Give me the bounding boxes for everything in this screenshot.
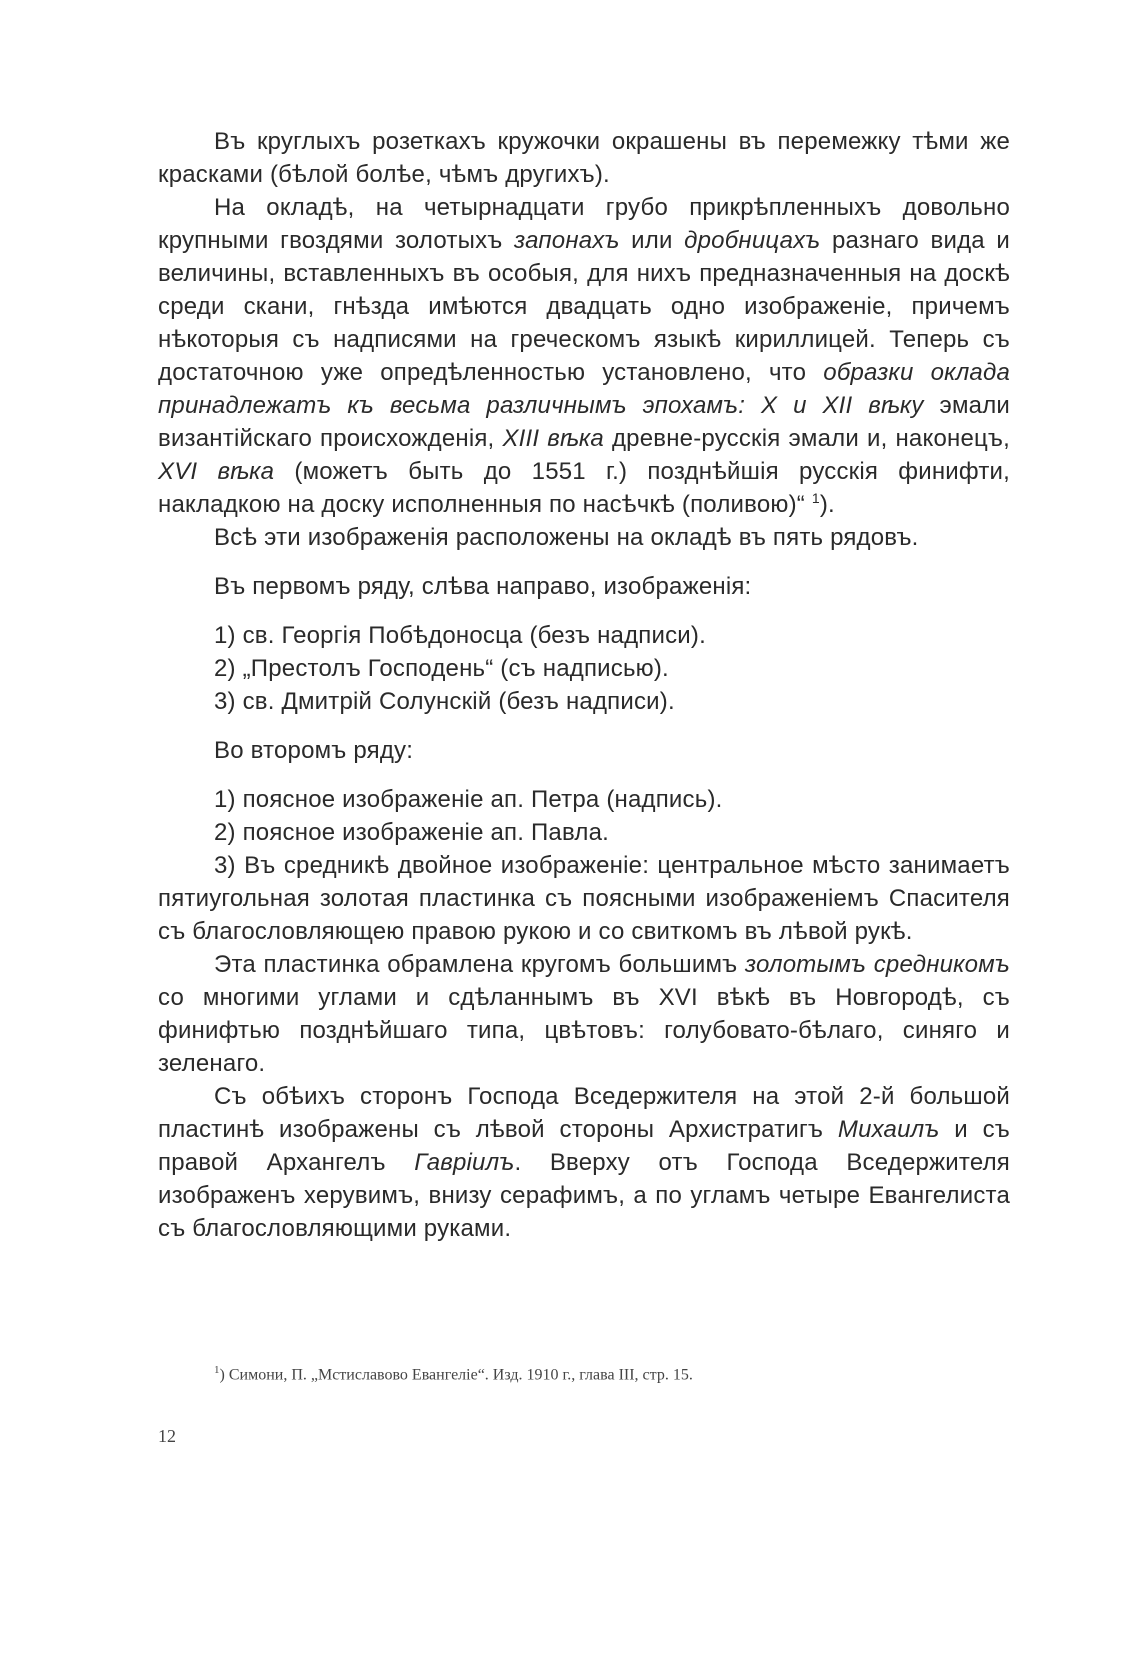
paragraph-archangels xyxy=(158,1080,1010,1245)
text-run: ). xyxy=(819,491,835,518)
paragraph-rows: Всѣ эти изображенiя расположены на окладѣ въ пять рядовъ. xyxy=(214,524,919,551)
footnote-ref: 1 xyxy=(811,490,820,506)
list-item: 2) „Престолъ Господень“ (съ надписью). xyxy=(214,655,669,682)
footnote-text: ) Симони, П. „Мстиславово Евангелiе“. Изд. 1910 г., глава III, стр. 15. xyxy=(219,1366,693,1384)
text-run: Эта пластинка обрамлена кругомъ большимъ xyxy=(214,951,745,978)
italic-term: дробницахъ xyxy=(684,227,821,254)
page-number: 12 xyxy=(158,1426,176,1446)
list-item: 3) св. Дмитрiй Солунскiй (безъ надписи). xyxy=(214,688,675,715)
text-run: со многими углами и сдѣланнымъ въ XVI вѣкѣ въ Новгородѣ, съ финифтью позднѣйшаго типа, цвѣтовъ: голубовато-бѣлаго, синяго и зеленаго. xyxy=(158,984,1010,1077)
text-run: На окладѣ, на четырнадцати грубо прикрѣпленныхъ довольно крупными гвоздями золотыхъ xyxy=(158,194,1010,254)
row-one-heading: Въ первомъ ряду, слѣва направо, изображенiя: xyxy=(214,573,752,600)
footnote-marker: 1 xyxy=(214,1364,220,1376)
paragraph-rosettes: Въ круглыхъ розеткахъ кружочки окрашены въ перемежку тѣми же красками (бѣлой болѣе, чѣмъ другихъ). xyxy=(158,128,1010,188)
text-run: Съ обѣихъ сторонъ Господа Вседержителя на этой 2-й большой пластинѣ изображены съ лѣвой стороны Архистратигъ xyxy=(158,1083,1010,1143)
paragraph-oklad xyxy=(158,191,1010,521)
text-run: (можетъ быть до 1551 г.) позднѣйшiя русскiя финифти, накладкою на доску исполненныя по насѣчкѣ (поливою)“ xyxy=(158,458,1010,518)
italic-century: XIII вѣка xyxy=(502,425,604,452)
paragraph-frame xyxy=(158,948,1010,1080)
body-text xyxy=(158,125,1010,1245)
list-item: 3) Въ средникѣ двойное изображенiе: центральное мѣсто занимаетъ пятиугольная золотая пластинка съ поясными изображенiемъ Спасителя съ благословляющею правою рукою и со свиткомъ въ лѣвой рукѣ. xyxy=(158,852,1010,945)
italic-century: XVI вѣка xyxy=(158,458,275,485)
italic-name: Гаврiилъ xyxy=(414,1149,515,1176)
list-item: 1) поясное изображенiе ап. Петра (надпись). xyxy=(214,786,723,813)
row-two-heading: Во второмъ ряду: xyxy=(214,737,414,764)
italic-name: Михаилъ xyxy=(837,1116,940,1143)
footnote xyxy=(214,1364,693,1384)
text-run: эмали византiйскаго происхожденiя, xyxy=(158,392,1011,452)
text-run: разнаго вида и величины, вставленныхъ въ особыя, для нихъ предназначенныя на доскѣ среди скани, гнѣзда имѣются двадцать одно изображенiе, причемъ нѣкоторыя съ надписями на греческомъ языкѣ кириллицей. Теперь съ достаточною уже опредѣленностью установлено, что xyxy=(158,227,1010,386)
italic-phrase: образки оклада принадлежатъ къ весьма различнымъ эпохамъ: X и XII вѣку xyxy=(158,359,1010,419)
text-run: . Вверху отъ Господа Вседержителя изображенъ херувимъ, внизу серафимъ, а по угламъ четыре Евангелиста съ благословляющими руками. xyxy=(158,1149,1010,1242)
text-run: древне-русскiя эмали и, наконецъ, xyxy=(603,425,1011,452)
list-item: 1) св. Георгiя Побѣдоносца (безъ надписи). xyxy=(214,622,706,649)
italic-term: золотымъ средникомъ xyxy=(744,951,1010,978)
list-item: 2) поясное изображенiе ап. Павла. xyxy=(214,819,609,846)
text-run: или xyxy=(619,227,685,254)
italic-term: запонахъ xyxy=(514,227,620,254)
text-run: и съ правой Архангелъ xyxy=(158,1116,1010,1176)
